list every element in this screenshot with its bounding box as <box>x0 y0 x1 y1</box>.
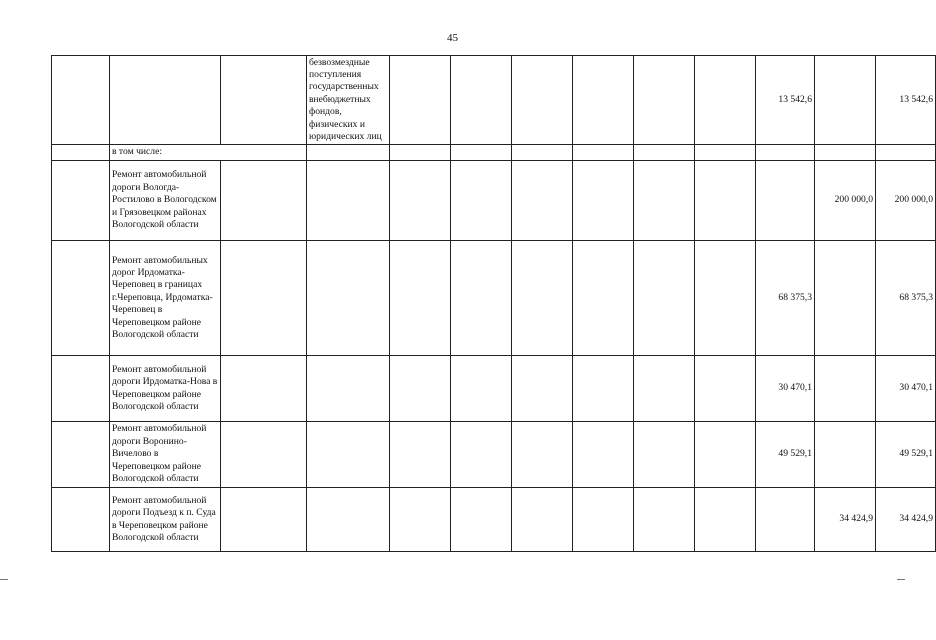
value-cell <box>815 241 876 356</box>
table-row <box>52 356 936 422</box>
cell <box>221 56 307 145</box>
table-row <box>52 422 936 488</box>
cell <box>221 488 307 552</box>
value-cell: 49 529,1 <box>756 422 815 488</box>
cell <box>634 488 695 552</box>
cell <box>815 145 876 161</box>
road-name-cell: Ремонт автомобильных дорог Ирдоматка-Череповец в границах г.Череповца, Ирдоматка-Череповец в Череповецком районе Вологодской области <box>110 241 221 356</box>
cell <box>307 241 390 356</box>
cell <box>634 161 695 241</box>
total-cell: 13 542,6 <box>876 56 936 145</box>
cell <box>512 422 573 488</box>
cell <box>52 488 110 552</box>
cell <box>52 422 110 488</box>
cell <box>451 161 512 241</box>
cell <box>451 356 512 422</box>
cell <box>307 356 390 422</box>
cell <box>512 241 573 356</box>
cell <box>695 422 756 488</box>
road-name-cell: Ремонт автомобильной дороги Воронино-Вичелово в Череповецком районе Вологодской области <box>110 422 221 488</box>
cell <box>451 56 512 145</box>
road-name-cell: Ремонт автомобильной дороги Вологда-Ростилово в Вологодском и Грязовецком районах Вологодской области <box>110 161 221 241</box>
table-row <box>52 488 936 552</box>
road-name-cell: Ремонт автомобильной дороги Ирдоматка-Нова в Череповецком районе Вологодской области <box>110 356 221 422</box>
value-cell: 68 375,3 <box>756 241 815 356</box>
cell <box>695 145 756 161</box>
cell <box>307 422 390 488</box>
cell <box>390 161 451 241</box>
cell <box>695 356 756 422</box>
cell <box>634 422 695 488</box>
cell <box>695 241 756 356</box>
total-cell: 68 375,3 <box>876 241 936 356</box>
value-cell <box>756 488 815 552</box>
cell <box>451 488 512 552</box>
cell <box>221 161 307 241</box>
cell <box>307 145 390 161</box>
total-cell: 200 000,0 <box>876 161 936 241</box>
cell <box>573 145 634 161</box>
table-row-including <box>52 145 936 161</box>
value-cell <box>815 356 876 422</box>
cell <box>390 56 451 145</box>
cell <box>512 161 573 241</box>
cell <box>695 161 756 241</box>
cell <box>573 488 634 552</box>
scan-edge-mark <box>0 579 8 580</box>
cell <box>52 161 110 241</box>
cell <box>390 241 451 356</box>
cell <box>573 56 634 145</box>
cell <box>634 356 695 422</box>
cell <box>52 241 110 356</box>
cell <box>573 161 634 241</box>
value-cell <box>815 422 876 488</box>
total-cell: 30 470,1 <box>876 356 936 422</box>
value-cell: 13 542,6 <box>756 56 815 145</box>
including-label: в том числе: <box>110 145 307 161</box>
cell <box>512 356 573 422</box>
cell <box>573 422 634 488</box>
table-row-funding <box>52 56 936 145</box>
cell <box>695 488 756 552</box>
cell <box>52 145 110 161</box>
funding-source-cell: безвозмездные поступления государственных внебюджетных фондов, физических и юридических лиц <box>307 56 390 145</box>
cell <box>634 145 695 161</box>
value-cell: 30 470,1 <box>756 356 815 422</box>
total-cell: 49 529,1 <box>876 422 936 488</box>
cell <box>390 422 451 488</box>
cell <box>876 145 936 161</box>
cell <box>756 145 815 161</box>
budget-table <box>51 55 936 552</box>
cell <box>221 422 307 488</box>
scan-edge-mark <box>897 579 905 580</box>
cell <box>390 145 451 161</box>
cell <box>307 161 390 241</box>
table-row <box>52 161 936 241</box>
cell <box>512 145 573 161</box>
cell <box>110 56 221 145</box>
value-cell: 34 424,9 <box>815 488 876 552</box>
cell <box>451 241 512 356</box>
value-cell <box>815 56 876 145</box>
cell <box>512 56 573 145</box>
value-cell: 200 000,0 <box>815 161 876 241</box>
cell <box>221 356 307 422</box>
total-cell: 34 424,9 <box>876 488 936 552</box>
cell <box>390 356 451 422</box>
cell <box>512 488 573 552</box>
cell <box>573 241 634 356</box>
value-cell <box>756 161 815 241</box>
cell <box>634 241 695 356</box>
cell <box>52 356 110 422</box>
cell <box>451 422 512 488</box>
cell <box>390 488 451 552</box>
cell <box>573 356 634 422</box>
cell <box>307 488 390 552</box>
cell <box>634 56 695 145</box>
cell <box>695 56 756 145</box>
cell <box>451 145 512 161</box>
table-row <box>52 241 936 356</box>
road-name-cell: Ремонт автомобильной дороги Подъезд к п. Суда в Череповецком районе Вологодской области <box>110 488 221 552</box>
cell <box>52 56 110 145</box>
page-number: 45 <box>447 32 458 44</box>
cell <box>221 241 307 356</box>
